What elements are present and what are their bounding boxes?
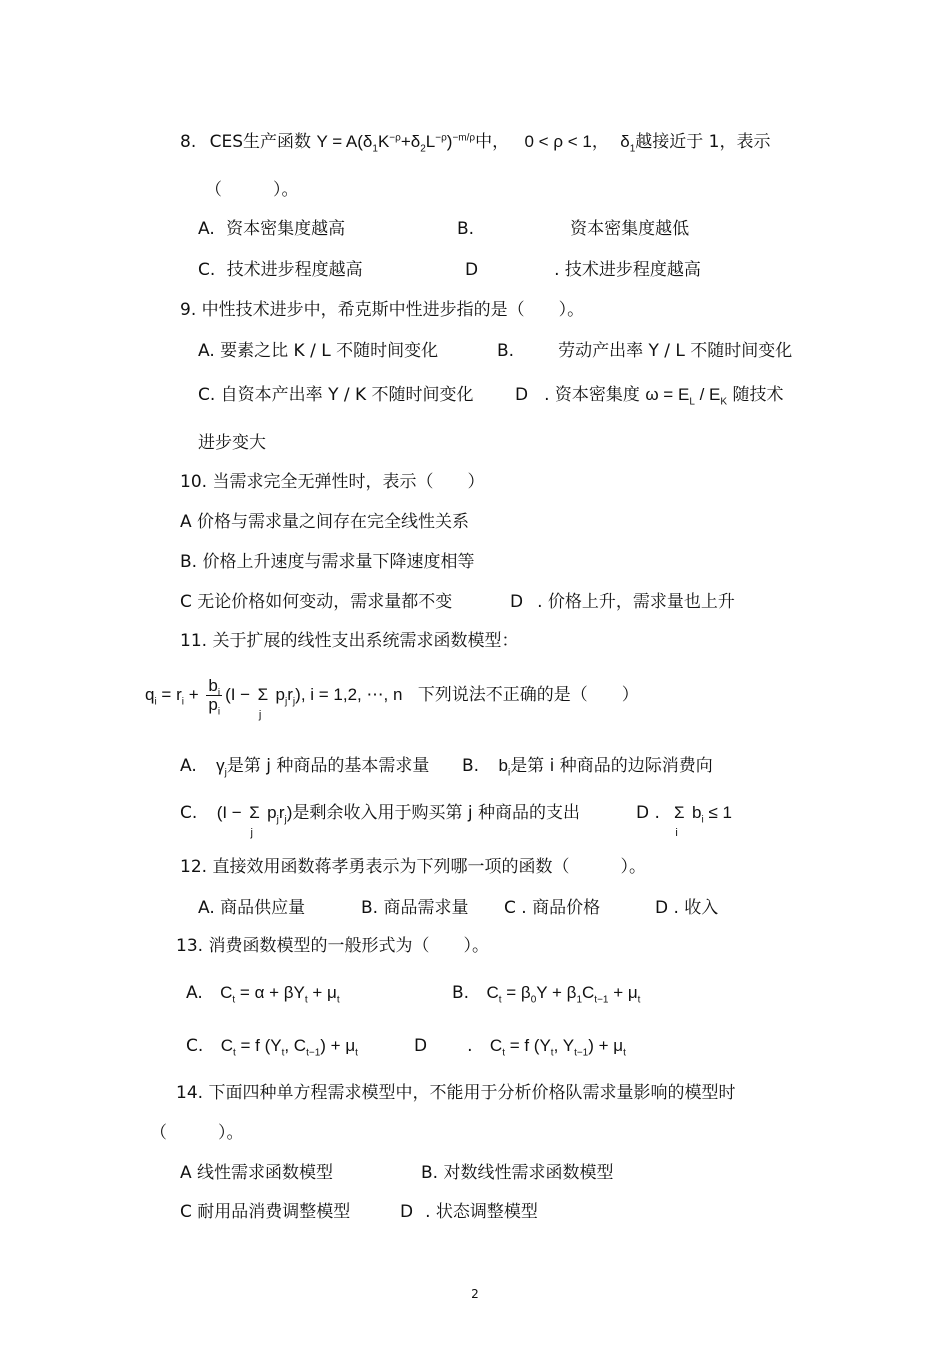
q8-stem-post: 中， [475,132,510,152]
q11-option-a: A. $\gamma_j$是第 j 种商品的基本需求量 [180,756,430,779]
q10-option-d: D . 价格上升，需求量也上升 [510,592,735,612]
q14-option-b: B. 对数线性需求函数模型 [421,1163,614,1183]
q8-delta: $\delta_1$ [620,132,636,155]
q8-option-c: C. 技术进步程度越高 [198,260,363,280]
q8-option-b: B. 资本密集度越低 [457,219,690,239]
q11-formula-line [145,675,639,721]
q11-option-b: B. $b_i$是第 i 种商品的边际消费向 [462,756,713,779]
q8-stem [180,131,771,153]
q8-blank: （ ）。 [205,180,299,200]
q9-option-d-cont: 进步变大 [198,433,266,453]
q12-stem: 12. 直接效用函数蒋孝勇表示为下列哪一项的函数（ ）。 [180,857,646,877]
page-number: 2 [471,1287,479,1301]
q12-option-c: C . 商品价格 [504,898,601,918]
q10-stem: 10. 当需求完全无弹性时，表示（ ） [180,472,485,492]
q11-formula-tail: 下列说法不正确的是（ ） [417,685,639,705]
q11-stem: 11. 关于扩展的线性支出系统需求函数模型： [180,631,519,651]
q14-stem: 14. 下面四种单方程需求模型中，不能用于分析价格队需求量影响的模型时 [176,1083,736,1103]
q12-option-d: D . 收入 [655,898,719,918]
q10-option-b: B. 价格上升速度与需求量下降速度相等 [180,552,475,572]
q13-stem: 13. 消费函数模型的一般形式为（ ）。 [176,936,489,956]
q8-stem-pre: CES生产函数 [209,132,312,152]
q9-stem: 9. 中性技术进步中，希克斯中性进步指的是（ ）。 [180,300,585,320]
q13-option-d: D . $C_t = f$ ($Y_t$, $Y_{t-1}) + \mu_t$ [414,1036,626,1059]
q11-option-c: C. (I − Σ j $p_jr_j$)是剩余收入用于购买第 j 种商品的支出 [180,803,580,839]
q14-option-a: A 线性需求函数模型 [180,1163,334,1183]
q9-option-a: A. 要素之比 K / L 不随时间变化 [198,341,439,361]
q10-option-a: A 价格与需求量之间存在完全线性关系 [180,512,470,532]
q8-tail: 越接近于 1，表示 [635,132,771,152]
q12-option-b: B. 商品需求量 [361,898,469,918]
q9-option-d: D . 资本密集度 $\omega = E_L / E_K$ 随技术 [515,385,784,408]
q8-number: 8. [180,132,197,152]
q11-option-d: D . Σ i $b_i \le 1$ [636,803,732,839]
q14-option-c: C 耐用品消费调整模型 [180,1202,351,1222]
q8-option-a: A. 资本密集度越高 [198,219,346,239]
q10-option-c: C 无论价格如何变动，需求量都不变 [180,592,453,612]
q12-option-a: A. 商品供应量 [198,898,306,918]
q14-option-d: D . 状态调整模型 [400,1202,538,1222]
q13-option-c: C. $C_t = f$ ($Y_t$, $C_{t-1}) + \mu_t$ [186,1036,358,1059]
ces-formula: $Y = A(\delta_1K^{-\rho}+\delta_2L^{-\rho})^{-m/\rho}$ [316,132,476,155]
q8-condition: 0 < ρ < 1， [524,132,609,151]
q9-option-b: B. 劳动产出率 Y / L 不随时间变化 [497,341,793,361]
q8-option-d: D . 技术进步程度越高 [465,260,701,280]
q13-option-a: A. $C_t = \alpha + \beta Y_t + \mu_t$ [186,983,340,1006]
q14-blank: （ ）。 [150,1123,244,1143]
capital-intensity-formula: $\omega = E_L / E_K$ [645,385,728,408]
q9-option-c: C. 自资本产出率 Y / K 不随时间变化 [198,385,474,405]
elES-formula: $q_i = r_i$ + $\frac{b_i}{p_i}$ (I − Σ j $p_jr_j$), i = 1,2, ⋯, n [145,676,403,721]
q13-option-b: B. $C_t = \beta_0Y + \beta_1C_{t-1} + \mu_t$ [452,983,641,1006]
